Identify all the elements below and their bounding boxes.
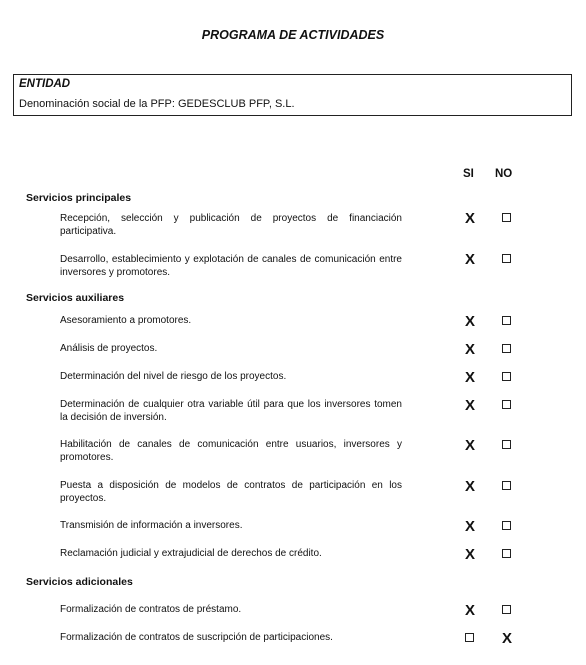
empty-checkbox-icon	[502, 400, 511, 409]
checkbox-no[interactable]	[499, 369, 515, 385]
activity-item-text: Puesta a disposición de modelos de contratos de participación en los proyectos.	[60, 480, 402, 504]
activity-item-text: Habilitación de canales de comunicación entre usuarios, inversores y promotores.	[60, 439, 402, 463]
checkbox-no[interactable]	[499, 397, 515, 413]
checkbox-no[interactable]	[499, 518, 515, 534]
x-mark-icon: X	[464, 546, 475, 563]
x-mark-icon: X	[464, 602, 475, 619]
checkbox-si[interactable]	[462, 341, 478, 357]
x-mark-icon: X	[464, 251, 475, 268]
checkbox-si[interactable]	[462, 210, 478, 226]
checkbox-si[interactable]	[462, 630, 478, 646]
empty-checkbox-icon	[502, 521, 511, 530]
checkbox-si[interactable]	[462, 369, 478, 385]
empty-checkbox-icon	[502, 549, 511, 558]
checkbox-si[interactable]	[462, 518, 478, 534]
checkbox-si[interactable]	[462, 478, 478, 494]
empty-checkbox-icon	[502, 344, 511, 353]
section-auxiliares: Servicios auxiliares	[26, 292, 125, 304]
checkbox-si[interactable]	[462, 251, 478, 267]
checkbox-si[interactable]	[462, 602, 478, 618]
empty-checkbox-icon	[465, 633, 474, 642]
checkbox-no[interactable]	[499, 437, 515, 453]
activity-item-text: Desarrollo, establecimiento y explotación de canales de comunicación entre inversores y promotores.	[60, 254, 402, 278]
x-mark-icon: X	[501, 630, 512, 647]
x-mark-icon: X	[464, 478, 475, 495]
activity-item-text: Reclamación judicial y extrajudicial de derechos de crédito.	[60, 548, 322, 559]
column-no-header: NO	[495, 168, 513, 180]
checkbox-no[interactable]	[499, 630, 515, 646]
entity-box	[13, 74, 572, 116]
activity-item-text: Formalización de contratos de suscripción de participaciones.	[60, 632, 333, 643]
checkbox-no[interactable]	[499, 602, 515, 618]
checkbox-no[interactable]	[499, 313, 515, 329]
empty-checkbox-icon	[502, 440, 511, 449]
activity-item-text: Determinación del nivel de riesgo de los proyectos.	[60, 371, 287, 382]
activity-item-text: Recepción, selección y publicación de proyectos de financiación participativa.	[60, 213, 402, 237]
empty-checkbox-icon	[502, 213, 511, 222]
checkbox-no[interactable]	[499, 478, 515, 494]
section-adicionales: Servicios adicionales	[26, 576, 133, 588]
activity-item-text: Análisis de proyectos.	[60, 343, 158, 354]
checkbox-si[interactable]	[462, 437, 478, 453]
activity-item-text: Determinación de cualquier otra variable útil para que los inversores tomen la decisión de inversión.	[60, 399, 402, 423]
checkbox-no[interactable]	[499, 341, 515, 357]
checkbox-si[interactable]	[462, 313, 478, 329]
empty-checkbox-icon	[502, 605, 511, 614]
entity-label: ENTIDAD	[19, 78, 71, 90]
empty-checkbox-icon	[502, 316, 511, 325]
checkbox-no[interactable]	[499, 546, 515, 562]
checkbox-no[interactable]	[499, 210, 515, 226]
x-mark-icon: X	[464, 369, 475, 386]
x-mark-icon: X	[464, 341, 475, 358]
document-title: PROGRAMA DE ACTIVIDADES	[201, 28, 385, 42]
x-mark-icon: X	[464, 397, 475, 414]
empty-checkbox-icon	[502, 254, 511, 263]
x-mark-icon: X	[464, 313, 475, 330]
activity-item-text: Asesoramiento a promotores.	[60, 315, 192, 326]
x-mark-icon: X	[464, 437, 475, 454]
checkbox-si[interactable]	[462, 397, 478, 413]
column-si-header: SI	[463, 168, 474, 180]
activity-item-text: Formalización de contratos de préstamo.	[60, 604, 242, 615]
activity-item-text: Transmisión de información a inversores.	[60, 520, 243, 531]
empty-checkbox-icon	[502, 481, 511, 490]
empty-checkbox-icon	[502, 372, 511, 381]
checkbox-no[interactable]	[499, 251, 515, 267]
checkbox-si[interactable]	[462, 546, 478, 562]
entity-name: Denominación social de la PFP: GEDESCLUB PFP, S.L.	[19, 98, 295, 110]
x-mark-icon: X	[464, 518, 475, 535]
section-principales: Servicios principales	[26, 192, 132, 204]
x-mark-icon: X	[464, 210, 475, 227]
